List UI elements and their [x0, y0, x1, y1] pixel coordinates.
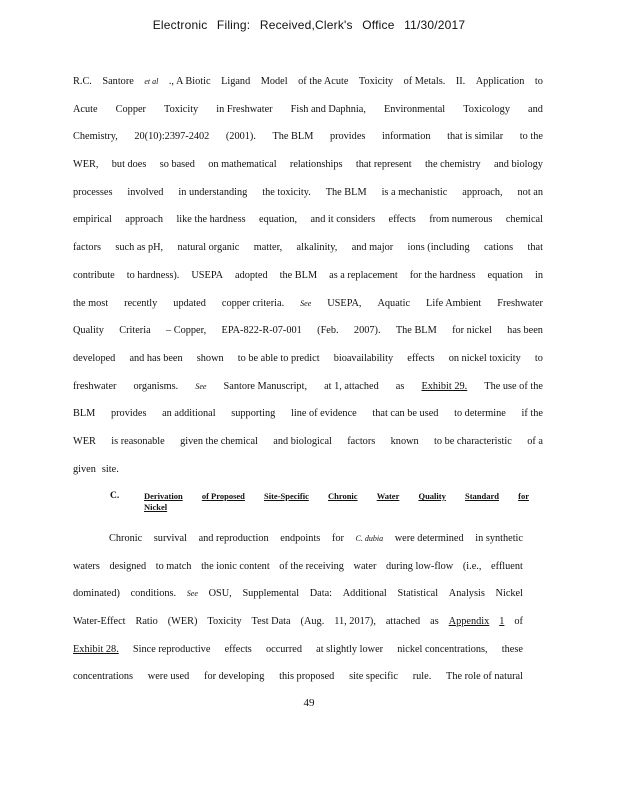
text-segment: the BLM — [279, 269, 318, 281]
text-segment: relationships — [289, 159, 343, 171]
text-segment: is reasonable — [111, 435, 165, 447]
text-segment: Toxicity — [207, 616, 242, 628]
text-segment: supporting — [231, 408, 276, 420]
text-segment: to — [534, 352, 543, 364]
text-segment: provides — [110, 408, 147, 420]
section-title-word: Quality — [418, 491, 446, 501]
section-title-line2: Nickel — [144, 502, 168, 512]
text-line — [73, 663, 523, 691]
text-segment: organisms. — [133, 380, 179, 392]
text-segment: to — [534, 76, 543, 87]
text-segment: given — [73, 463, 96, 475]
section-letter: C. — [110, 491, 120, 501]
text-segment: effects — [407, 352, 435, 364]
text-segment: Data: — [309, 588, 333, 600]
text-segment: Exhibit 29. — [421, 380, 468, 392]
text-segment: See — [195, 381, 207, 391]
text-segment: freshwater — [73, 380, 117, 392]
section-title-word: Derivation — [144, 491, 183, 501]
section-title — [144, 491, 529, 513]
text-segment: to be characteristic — [434, 435, 512, 447]
section-title-word: Site-Specific — [264, 491, 309, 501]
text-segment: line of evidence — [290, 408, 357, 420]
text-segment: designed — [109, 560, 147, 572]
text-segment: that — [527, 242, 543, 254]
text-segment: this proposed — [279, 671, 335, 683]
text-segment: attached — [385, 616, 421, 628]
text-segment: of Metals. — [403, 76, 446, 87]
text-segment: effects — [388, 214, 416, 226]
text-segment: at 1, attached — [324, 380, 379, 392]
text-line — [73, 206, 543, 234]
text-segment: R.C. — [73, 76, 92, 87]
text-segment: waters — [73, 560, 100, 572]
text-segment: has been — [507, 325, 543, 337]
text-segment: See — [186, 589, 198, 599]
text-segment: in synthetic — [475, 533, 523, 544]
text-segment: of a — [527, 435, 543, 447]
text-segment: nickel concentrations, — [397, 643, 488, 655]
section-title-word: for — [518, 491, 529, 501]
text-segment: The use of the — [484, 380, 543, 392]
text-segment: site specific — [349, 671, 398, 683]
text-segment: not an — [517, 186, 543, 198]
text-segment: Ligand — [221, 76, 251, 87]
text-segment: conditions. — [130, 588, 177, 600]
text-segment: (Aug. — [300, 616, 325, 628]
text-segment: the ionic content — [201, 560, 270, 572]
text-segment: – Copper, — [166, 325, 207, 337]
text-segment: and — [528, 103, 543, 115]
text-segment: bioavailability — [333, 352, 394, 364]
text-segment: Toxicology — [463, 103, 510, 115]
text-segment: contribute — [73, 269, 115, 281]
text-segment: to be able to predict — [237, 352, 320, 364]
text-segment: shown — [196, 352, 224, 364]
text-line — [73, 179, 543, 207]
text-segment: WER — [73, 435, 96, 447]
text-segment: Exhibit 28. — [73, 643, 119, 655]
text-segment: an additional — [162, 408, 216, 420]
text-segment: is a mechanistic — [381, 186, 448, 198]
text-segment: at slightly lower — [316, 643, 384, 655]
text-segment: site. — [101, 463, 119, 475]
text-segment: these — [501, 643, 523, 655]
text-segment: Toxicity — [164, 103, 199, 115]
text-segment: survival — [153, 533, 187, 544]
text-segment: Test Data — [251, 616, 291, 628]
text-segment: from numerous — [429, 214, 493, 226]
text-segment: Additional — [342, 588, 387, 600]
text-segment: for nickel — [452, 325, 492, 337]
text-segment: Copper — [115, 103, 146, 115]
text-segment: Santore — [102, 76, 134, 87]
text-segment: that is similar — [447, 131, 504, 143]
text-segment: EPA-822-R-07-001 — [221, 325, 302, 337]
text-segment: Statistical — [397, 588, 439, 600]
text-segment: The BLM — [395, 325, 437, 337]
text-segment: as — [395, 380, 405, 392]
text-segment: Aquatic — [377, 297, 411, 309]
text-segment: matter, — [253, 242, 283, 254]
text-line — [73, 96, 543, 124]
text-segment: effluent — [491, 560, 523, 572]
text-segment: rule. — [412, 671, 432, 683]
text-segment: updated — [173, 297, 206, 309]
text-line — [73, 317, 543, 345]
text-line — [73, 428, 543, 456]
text-segment: were used — [147, 671, 190, 683]
text-segment: See — [300, 298, 312, 308]
text-segment: to the — [519, 131, 543, 143]
text-segment: ions (including — [407, 242, 470, 254]
text-segment: Chemistry, — [73, 131, 118, 143]
text-segment: approach, — [462, 186, 503, 198]
text-segment: occurred — [265, 643, 302, 655]
text-segment: USEPA — [191, 269, 224, 281]
text-segment: cations — [483, 242, 514, 254]
text-segment: The BLM — [325, 186, 367, 198]
text-line — [73, 400, 543, 428]
text-line — [73, 262, 543, 290]
text-segment: equation, — [259, 214, 298, 226]
text-segment: II. — [455, 76, 466, 87]
text-segment: Appendix — [448, 616, 490, 628]
text-segment: and biology — [494, 159, 543, 171]
text-segment: Water-Effect — [73, 616, 126, 628]
paragraph-chronic-survival — [73, 525, 523, 691]
text-segment: Environmental — [383, 103, 446, 115]
text-segment: adopted — [235, 269, 268, 281]
filing-header: Electronic Filing: Received,Clerk's Office 11/30/2017 — [152, 18, 466, 32]
text-segment: and has been — [129, 352, 183, 364]
text-segment: on mathematical — [208, 159, 277, 171]
text-line — [73, 373, 543, 401]
text-segment: endpoints — [280, 533, 321, 544]
text-segment: to hardness). — [126, 269, 180, 281]
text-segment: 1 — [499, 616, 505, 628]
text-line — [73, 345, 543, 373]
text-segment: for developing — [204, 671, 265, 683]
text-segment: C. dubia — [355, 534, 384, 543]
text-segment: Acute — [73, 103, 98, 115]
text-segment: and major — [351, 242, 394, 254]
text-segment: OSU, — [208, 588, 232, 600]
text-segment: and it considers — [310, 214, 376, 226]
text-segment: recently — [124, 297, 158, 309]
text-segment: the chemistry — [424, 159, 481, 171]
text-segment: given the chemical — [180, 435, 258, 447]
text-segment: so based — [159, 159, 195, 171]
text-segment: Ratio — [135, 616, 158, 628]
text-line — [73, 456, 543, 484]
text-segment: et al — [144, 77, 159, 86]
text-segment: as — [430, 616, 439, 628]
text-segment: Application — [475, 76, 525, 87]
text-segment: during low-flow — [386, 560, 454, 572]
text-segment: WER, — [73, 159, 99, 171]
text-segment: 11, 2017), — [334, 616, 376, 628]
text-segment: USEPA, — [327, 297, 362, 309]
text-segment: were determined — [394, 533, 464, 544]
text-segment: (i.e., — [462, 560, 482, 572]
text-segment: to determine — [454, 408, 506, 420]
text-segment: that can be used — [372, 408, 439, 420]
text-segment: (Feb. — [317, 325, 339, 337]
text-line — [73, 525, 523, 553]
text-segment: factors — [347, 435, 376, 447]
text-segment: 20(10):2397-2402 — [134, 131, 210, 143]
text-segment: Santore Manuscript, — [223, 380, 308, 392]
text-segment: Toxicity — [358, 76, 394, 87]
text-segment: in understanding — [178, 186, 248, 198]
text-segment: copper criteria. — [221, 297, 285, 309]
text-segment: provides — [329, 131, 366, 143]
section-title-word: Standard — [464, 491, 499, 501]
text-segment: Fish and Daphnia, — [290, 103, 366, 115]
text-segment: developed — [73, 352, 116, 364]
text-segment: BLM — [73, 408, 96, 420]
text-segment: Nickel — [495, 588, 523, 600]
text-segment: to match — [155, 560, 192, 572]
text-segment: involved — [127, 186, 164, 198]
text-segment: Analysis — [448, 588, 485, 600]
text-segment: effects — [224, 643, 252, 655]
text-segment: concentrations — [73, 671, 134, 683]
text-segment: (WER) — [167, 616, 198, 628]
text-segment: alkalinity, — [296, 242, 338, 254]
section-title-word: of Proposed — [201, 491, 245, 501]
text-line — [73, 123, 543, 151]
text-segment: Supplemental — [242, 588, 300, 600]
text-segment: and biological — [273, 435, 332, 447]
text-segment: processes — [73, 186, 113, 198]
text-segment: The role of natural — [446, 671, 523, 683]
text-segment: if the — [521, 408, 543, 420]
text-segment: water — [353, 560, 377, 572]
text-segment: information — [381, 131, 431, 143]
text-segment: in — [534, 269, 543, 281]
paragraph-ligand-model — [73, 68, 543, 483]
text-segment: dominated) — [73, 588, 120, 600]
text-line — [73, 580, 523, 608]
text-segment: like the hardness — [176, 214, 246, 226]
text-line — [73, 636, 523, 664]
text-line — [73, 151, 543, 179]
text-segment: Chronic — [109, 533, 143, 544]
text-segment: of — [514, 616, 523, 628]
text-line — [73, 234, 543, 262]
page-number: 49 — [303, 697, 315, 709]
text-segment: Quality — [73, 325, 104, 337]
text-segment: such as pH, — [115, 242, 164, 254]
text-segment: equation — [487, 269, 523, 281]
text-segment: on nickel toxicity — [448, 352, 521, 364]
text-segment: in Freshwater — [216, 103, 273, 115]
text-line — [73, 608, 523, 636]
text-segment: 2007). — [353, 325, 381, 337]
text-segment: ., A Biotic — [168, 76, 211, 87]
text-segment: as a replacement — [329, 269, 398, 281]
text-segment: (2001). — [225, 131, 256, 143]
text-line — [73, 553, 523, 581]
text-segment: chemical — [505, 214, 543, 226]
text-segment: the most — [73, 297, 109, 309]
section-title-word: Chronic — [327, 491, 358, 501]
text-segment: Criteria — [119, 325, 151, 337]
text-segment: of the receiving — [279, 560, 344, 572]
text-segment: Life Ambient — [426, 297, 482, 309]
text-segment: the toxicity. — [262, 186, 311, 198]
text-segment: that represent — [355, 159, 412, 171]
text-segment: and reproduction — [198, 533, 269, 544]
text-segment: empirical — [73, 214, 112, 226]
text-segment: of the Acute — [298, 76, 349, 87]
text-segment: Since reproductive — [132, 643, 211, 655]
text-segment: natural organic — [177, 242, 240, 254]
text-segment: Model — [260, 76, 288, 87]
text-segment: approach — [125, 214, 164, 226]
text-segment: known — [390, 435, 419, 447]
text-segment: but does — [111, 159, 147, 171]
text-segment: Freshwater — [497, 297, 543, 309]
section-title-word: Water — [376, 491, 400, 501]
text-segment: for — [331, 533, 344, 544]
text-line — [73, 68, 543, 96]
text-segment: The BLM — [272, 131, 314, 143]
text-segment: for the hardness — [409, 269, 476, 281]
text-segment: factors — [73, 242, 102, 254]
text-line — [73, 290, 543, 318]
